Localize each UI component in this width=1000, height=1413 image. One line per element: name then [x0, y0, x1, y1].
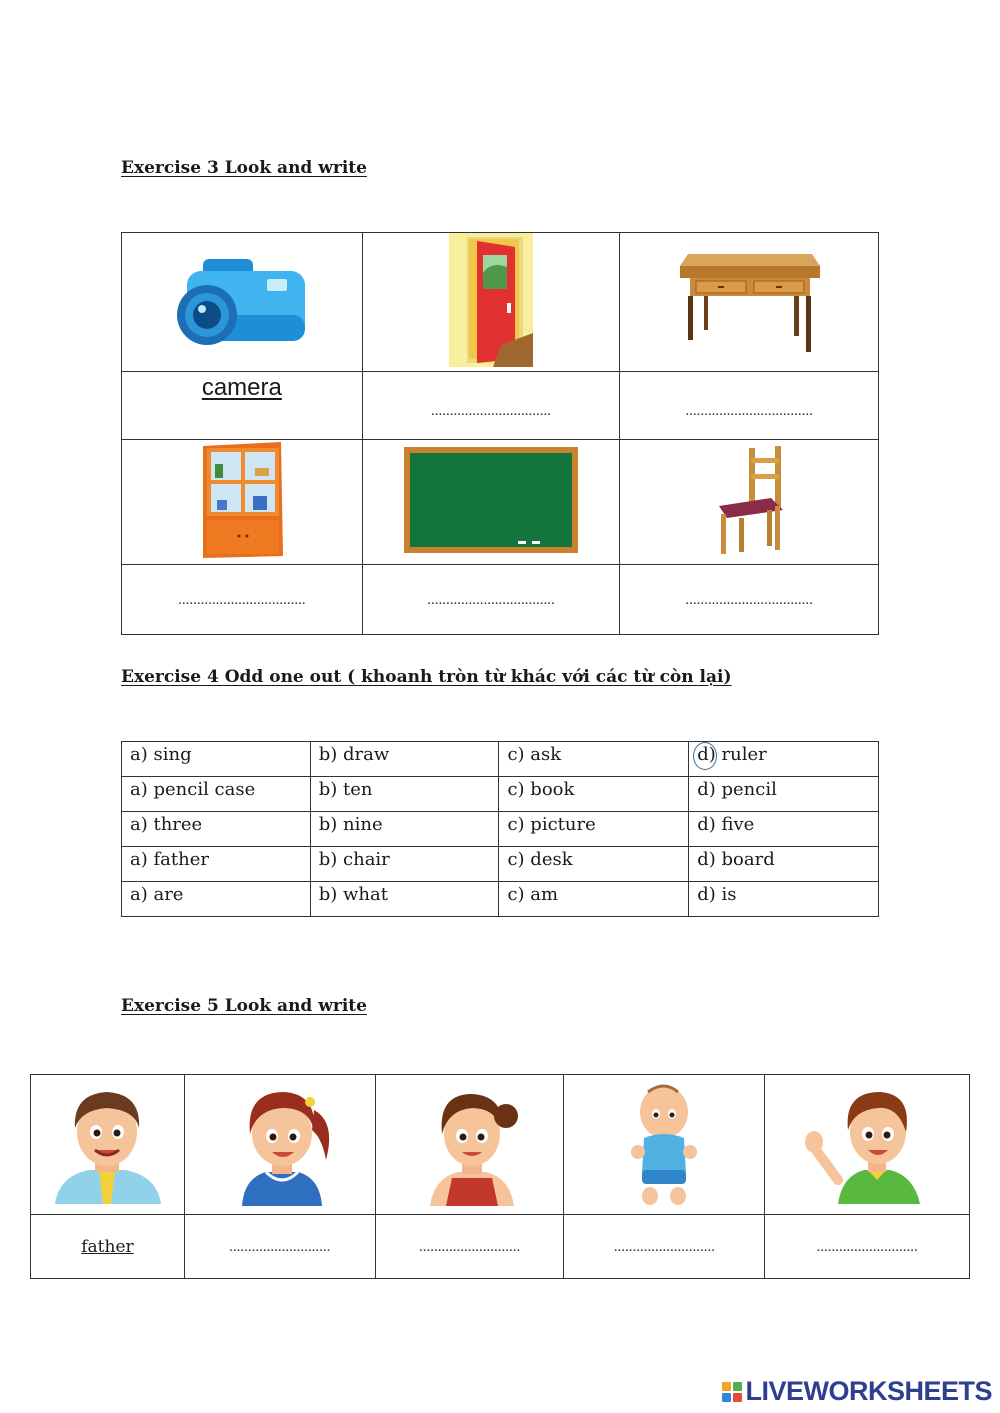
girl-icon	[222, 1078, 338, 1208]
answer-circle	[693, 742, 717, 770]
option-cell-circled[interactable]	[689, 742, 879, 777]
chair-answer-input[interactable]	[631, 591, 867, 610]
baby-cell	[564, 1075, 765, 1215]
father-cell	[31, 1075, 185, 1215]
answer-girl	[184, 1215, 375, 1279]
answer-board	[362, 565, 620, 635]
mother-cell	[375, 1075, 564, 1215]
option-cell[interactable]: a) sing	[122, 742, 311, 777]
liveworksheets-logo	[722, 1376, 992, 1407]
table-row	[122, 882, 879, 917]
answer-desk	[620, 372, 879, 440]
answer-mother	[375, 1215, 564, 1279]
option-cell[interactable]: b) draw	[310, 742, 499, 777]
option-cell[interactable]: b) nine	[310, 812, 499, 847]
board-answer-input[interactable]	[374, 591, 609, 610]
desk-cell	[620, 233, 879, 372]
exercise-3-table	[121, 232, 879, 635]
option-cell[interactable]: c) desk	[499, 847, 689, 882]
option-cell[interactable]: a) are	[122, 882, 311, 917]
option-cell[interactable]: c) ask	[499, 742, 689, 777]
girl-answer-input[interactable]	[192, 1238, 367, 1257]
option-cell[interactable]: a) pencil case	[122, 777, 311, 812]
table-row	[122, 742, 879, 777]
option-cell[interactable]: b) ten	[310, 777, 499, 812]
logo-blocks-icon	[722, 1382, 742, 1402]
answer-cupboard	[122, 565, 363, 635]
exercise-5-heading: Exercise 5 Look and write	[121, 996, 367, 1016]
logo-text: LIVEWORKSHEETS	[745, 1376, 992, 1406]
chair-cell	[620, 440, 879, 565]
circled-word: ruler	[715, 744, 767, 765]
door-icon	[449, 233, 533, 367]
answer-chair	[620, 565, 879, 635]
chair-icon	[709, 444, 789, 556]
mother-answer-input[interactable]	[383, 1238, 556, 1257]
answer-door	[362, 372, 620, 440]
cupboard-icon	[197, 440, 287, 560]
camera-cell	[122, 233, 363, 372]
option-cell[interactable]: d) board	[689, 847, 879, 882]
option-cell[interactable]: a) three	[122, 812, 311, 847]
exercise-5-table	[30, 1074, 970, 1279]
answer-camera	[122, 372, 363, 440]
exercise-4-heading: Exercise 4 Odd one out ( khoanh tròn từ khác với các từ còn lại)	[121, 667, 732, 687]
baby-answer-input[interactable]	[572, 1238, 756, 1257]
cupboard-cell	[122, 440, 363, 565]
answer-boy	[765, 1215, 970, 1279]
mother-icon	[412, 1078, 528, 1208]
option-cell[interactable]: a) father	[122, 847, 311, 882]
father-word: father	[81, 1236, 134, 1257]
exercise-3-heading: Exercise 3 Look and write	[121, 158, 367, 178]
cupboard-answer-input[interactable]	[132, 591, 352, 610]
option-cell[interactable]: c) picture	[499, 812, 689, 847]
girl-cell	[184, 1075, 375, 1215]
boy-icon	[802, 1080, 932, 1206]
door-cell	[362, 233, 620, 372]
exercise-4-table	[121, 741, 879, 917]
camera-word: camera	[201, 374, 282, 401]
desk-answer-input[interactable]	[631, 402, 867, 421]
baby-icon	[624, 1078, 704, 1208]
board-cell	[362, 440, 620, 565]
option-cell[interactable]: b) what	[310, 882, 499, 917]
table-row	[122, 777, 879, 812]
boy-answer-input[interactable]	[773, 1238, 960, 1257]
table-row	[122, 812, 879, 847]
door-answer-input[interactable]	[374, 402, 609, 421]
circled-letter: d)	[697, 744, 716, 765]
boy-cell	[765, 1075, 970, 1215]
desk-icon	[674, 244, 824, 356]
camera-icon	[167, 245, 317, 355]
answer-father	[31, 1215, 185, 1279]
option-cell[interactable]: c) book	[499, 777, 689, 812]
option-cell[interactable]: c) am	[499, 882, 689, 917]
answer-baby	[564, 1215, 765, 1279]
board-icon	[404, 447, 578, 553]
option-cell[interactable]: b) chair	[310, 847, 499, 882]
table-row	[122, 847, 879, 882]
option-cell[interactable]: d) pencil	[689, 777, 879, 812]
father-icon	[49, 1080, 165, 1206]
option-cell[interactable]: d) five	[689, 812, 879, 847]
option-cell[interactable]: d) is	[689, 882, 879, 917]
